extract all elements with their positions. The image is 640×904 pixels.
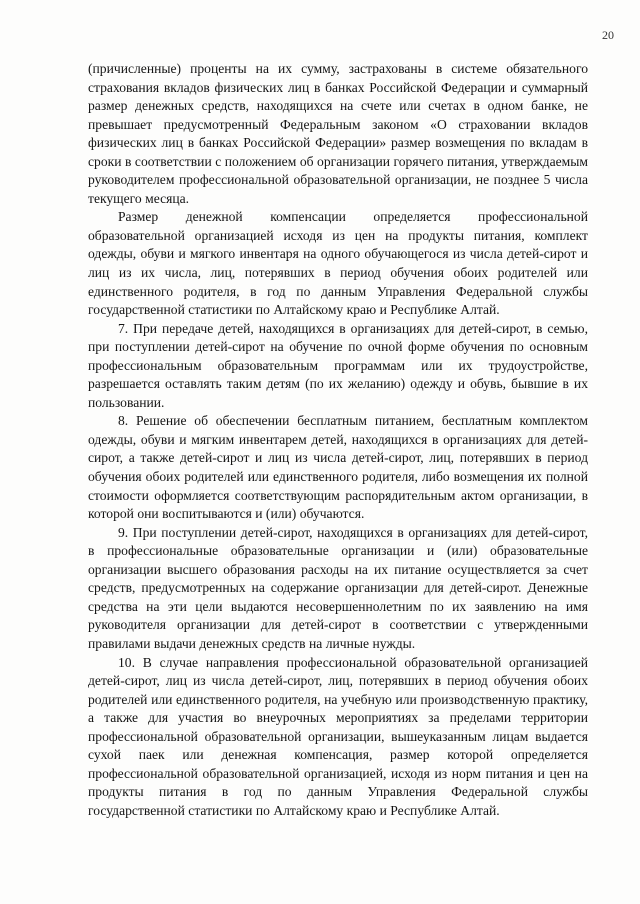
paragraph-compensation-size: Размер денежной компенсации определяется профессиональной образовательной организацией исходя из цен на продукты питания, комплект одежды, обуви и мягкого инвентаря на одного обучающегося из числа детей-сирот и лиц из их числа, лиц, потерявших в период обучения обоих родителей или единственного родителя, в год по данным Управления Федеральной службы государственной статистики по Алтайскому краю и Республике Алтай. bbox=[88, 209, 588, 318]
paragraph-item-8: 8. Решение об обеспечении бесплатным питанием, бесплатным комплектом одежды, обуви и мягким инвентарем детей, находящихся в организациях для детей-сирот, а также детей-сирот и лиц из числа детей-сирот, лиц, потерявших в период обучения обоих родителей или единственного родителя, либо возмещения их полной стоимости оформляется соответствующим распорядительным актом организации, в которой они воспитываются и (или) обучаются. bbox=[88, 413, 588, 522]
paragraph-item-7: 7. При передаче детей, находящихся в организациях для детей-сирот, в семью, при поступлении детей-сирот на обучение по очной форме обучения по основным профессиональным образовательным программам или их трудоустройстве, разрешается оставлять таким детям (по их желанию) одежду и обувь, бывшие в их пользовании. bbox=[88, 320, 588, 410]
paragraph-item-9: 9. При поступлении детей-сирот, находящихся в организациях для детей-сирот, в профессиональные образовательные организации и (или) образовательные организации высшего образования расходы на их питание осуществляется за счет средств, предусмотренных на содержание организации для детей-сирот. Денежные средства на эти цели выдаются несовершеннолетним по их заявлению на имя руководителя организации для детей-сирот в соответствии с утвержденными правилами выдачи денежных средств на личные нужды. bbox=[88, 524, 588, 651]
paragraph-item-10: 10. В случае направления профессиональной образовательной организацией детей-сирот, лиц из числа детей-сирот, лиц, потерявших в период обучения обоих родителей или единственного родителя, на учебную или производственную практику, а также для участия во внеурочных мероприятиях за пределами территории профессиональной образовательной организации, вышеуказанным лицам выдается сухой паек или денежная компенсация, размер которой определяется профессиональной образовательной организацией, исходя из норм питания и цен на продукты питания в год по данным Управления Федеральной службы государственной статистики по Алтайскому краю и Республике Алтай. bbox=[88, 654, 588, 818]
paragraph-continued: (причисленные) проценты на их сумму, застрахованы в системе обязательного страхования вкладов физических лиц в банках Российской Федерации и суммарный размер денежных средств, находящихся на счете или счетах в одном банке, не превышает предусмотренный Федеральным законом «О страховании вкладов физических лиц в банках Российской Федерации» размер возмещения по вкладам в сроки в соответствии с положением об организации горячего питания, утверждаемым руководителем профессиональной образовательной организации, не позднее 5 числа текущего месяца. bbox=[88, 61, 588, 206]
document-body bbox=[88, 60, 588, 820]
page-number: 20 bbox=[602, 28, 614, 42]
